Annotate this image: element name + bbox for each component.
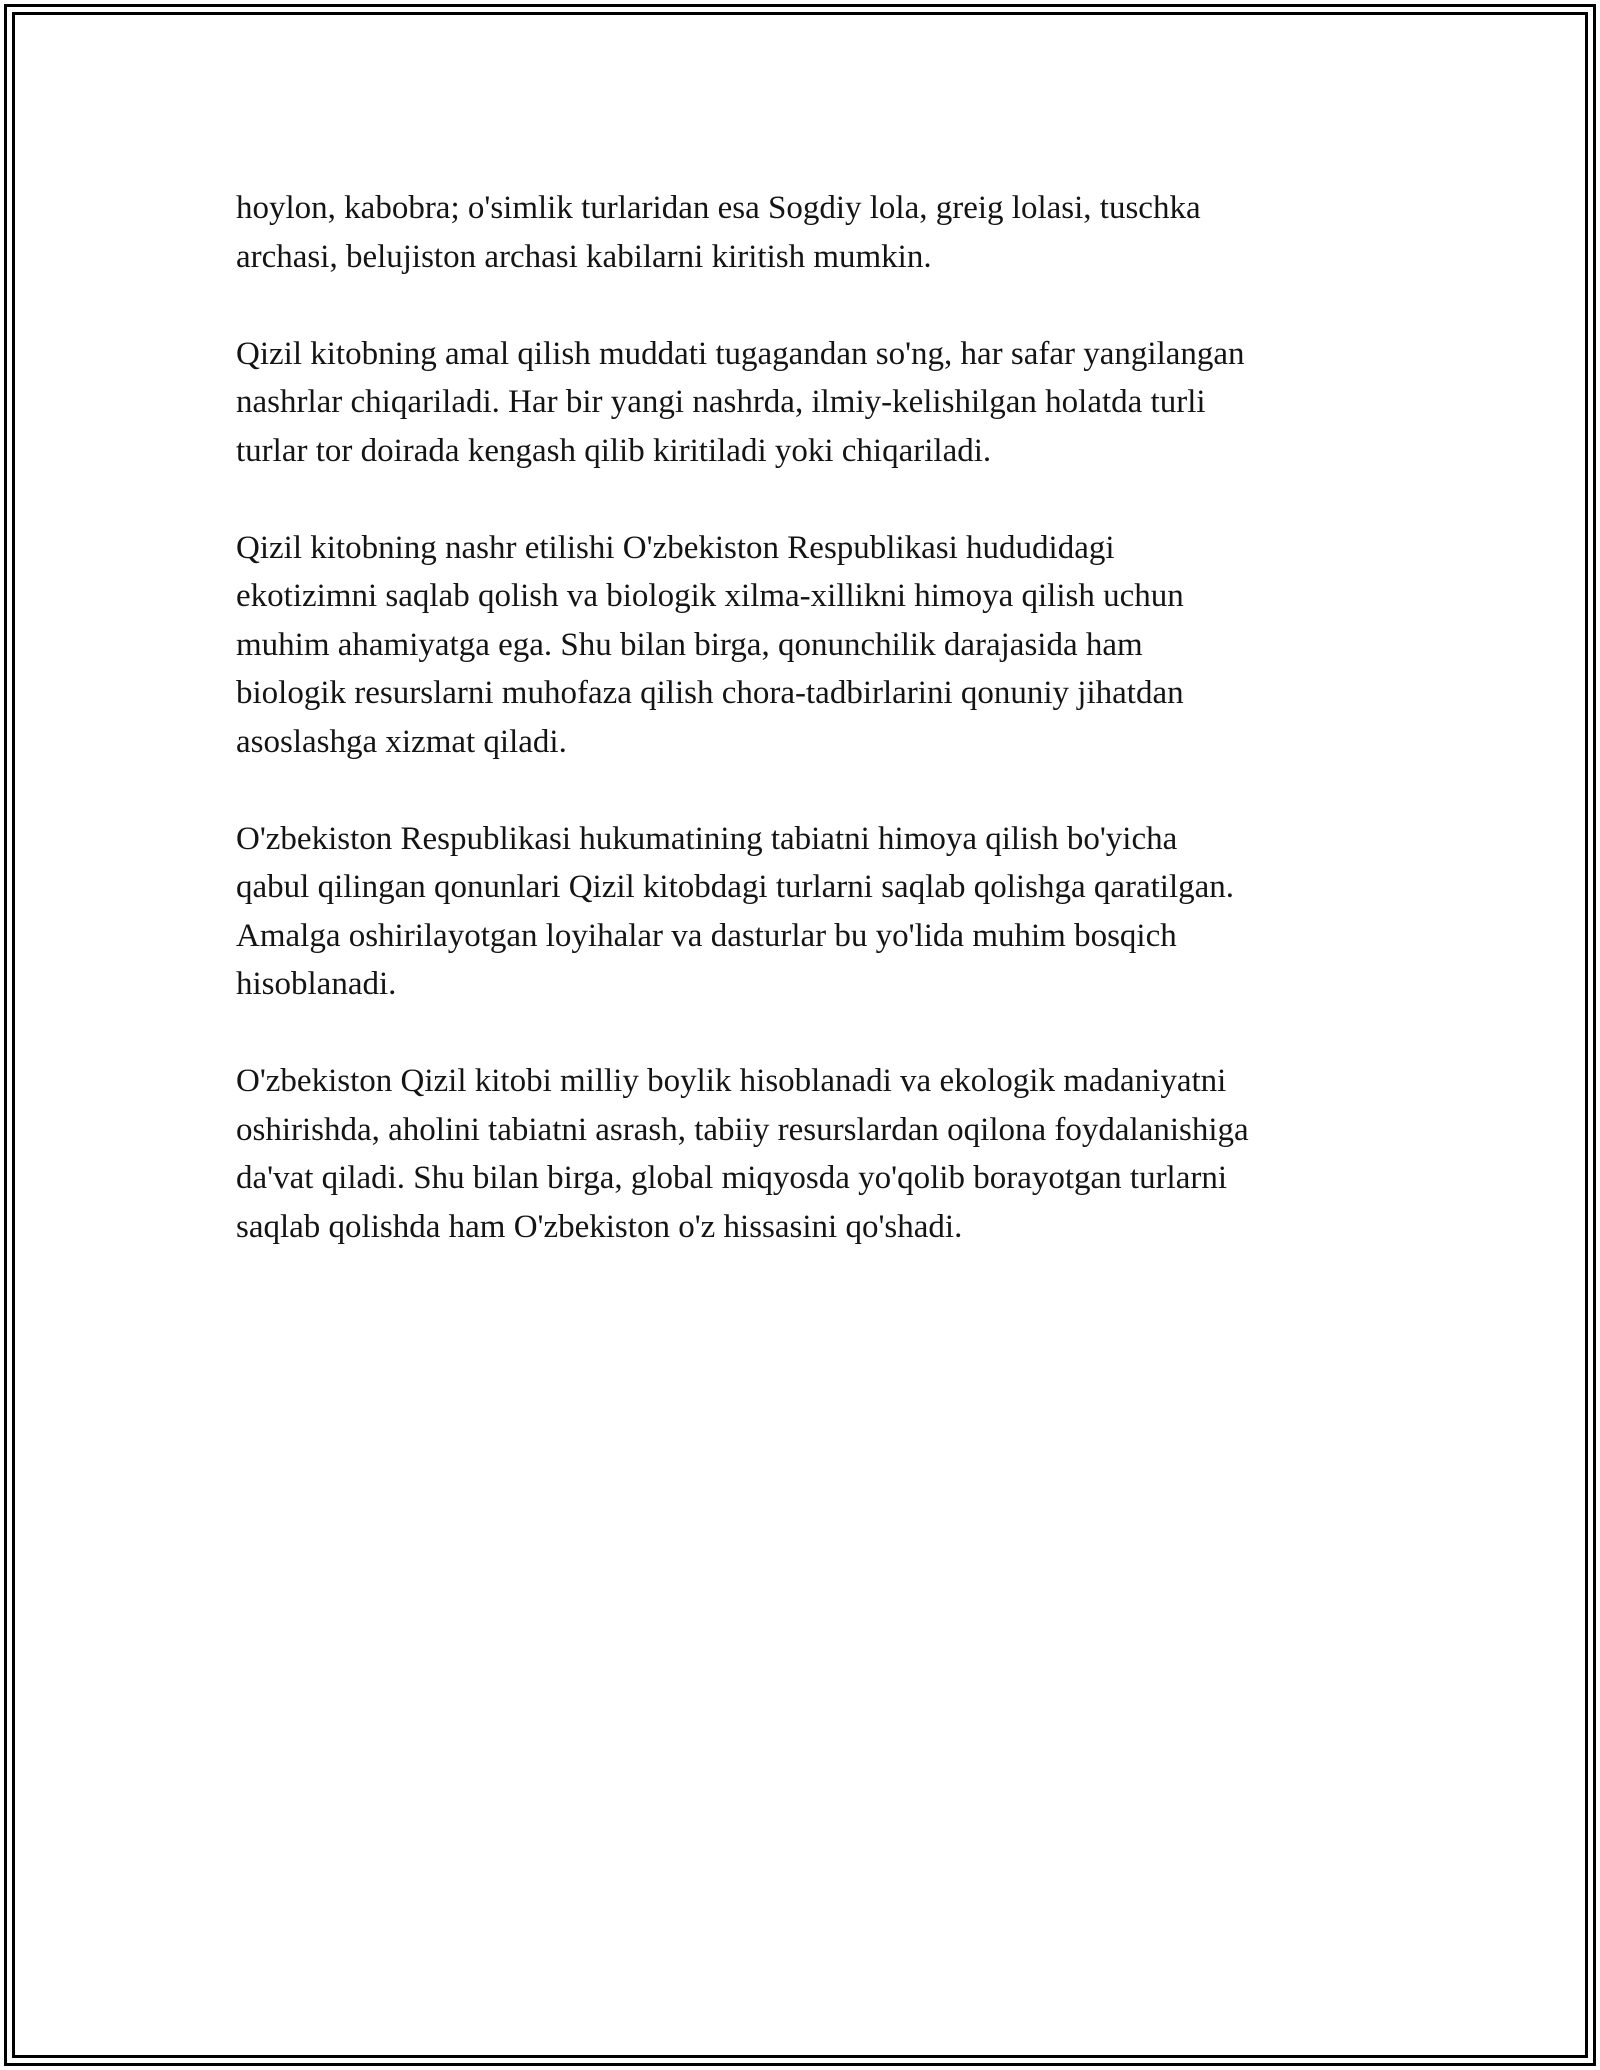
paragraph-3 xyxy=(236,524,1396,767)
text-line: muhim ahamiyatga ega. Shu bilan birga, qonunchilik darajasida ham xyxy=(236,626,1143,663)
text-line: archasi, belujiston archasi kabilarni kiritish mumkin. xyxy=(236,238,932,275)
text-line: O'zbekiston Qizil kitobi milliy boylik hisoblanadi va ekologik madaniyatni xyxy=(236,1063,1227,1099)
text-line: saqlab qolishda ham O'zbekiston o'z hissasini qo'shadi. xyxy=(236,1208,963,1245)
text-line: O'zbekiston Respublikasi hukumatining tabiatni himoya qilish bo'yicha xyxy=(236,820,1178,857)
text-line: Amalga oshirilayotgan loyihalar va dasturlar bu yo'lida muhim bosqich xyxy=(236,917,1177,954)
text-line: Qizil kitobning amal qilish muddati tugagandan so'ng, har safar yangilangan xyxy=(236,335,1245,372)
text-line: nashrlar chiqariladi. Har bir yangi nashrda, ilmiy-kelishilgan holatda turli xyxy=(236,384,1206,420)
text-line: hoylon, kabobra; o'simlik turlaridan esa Sogdiy lola, greig lolasi, tuschka xyxy=(236,190,1201,226)
text-line: asoslashga xizmat qiladi. xyxy=(236,723,567,760)
text-line: biologik resurslarni muhofaza qilish chora-tadbirlarini qonuniy jihatdan xyxy=(236,675,1184,711)
paragraph-4 xyxy=(236,815,1396,1009)
text-line: qabul qilingan qonunlari Qizil kitobdagi turlarni saqlab qolishga qaratilgan. xyxy=(236,869,1235,905)
text-line: oshirishda, aholini tabiatni asrash, tabiiy resurslardan oqilona foydalanishiga xyxy=(236,1111,1249,1148)
paragraph-1 xyxy=(236,184,1396,281)
text-line: turlar tor doirada kengash qilib kiritiladi yoki chiqariladi. xyxy=(236,432,992,469)
paragraph-5 xyxy=(236,1057,1396,1251)
text-line: Qizil kitobning nashr etilishi O'zbekiston Respublikasi hududidagi xyxy=(236,529,1115,566)
paragraph-2 xyxy=(236,330,1396,476)
text-line: ekotizimni saqlab qolish va biologik xilma-xillikni himoya qilish uchun xyxy=(236,578,1184,614)
text-line: da'vat qiladi. Shu bilan birga, global miqyosda yo'qolib borayotgan turlarni xyxy=(236,1160,1228,1196)
document-body xyxy=(236,184,1396,1300)
text-line: hisoblanadi. xyxy=(236,966,397,1002)
